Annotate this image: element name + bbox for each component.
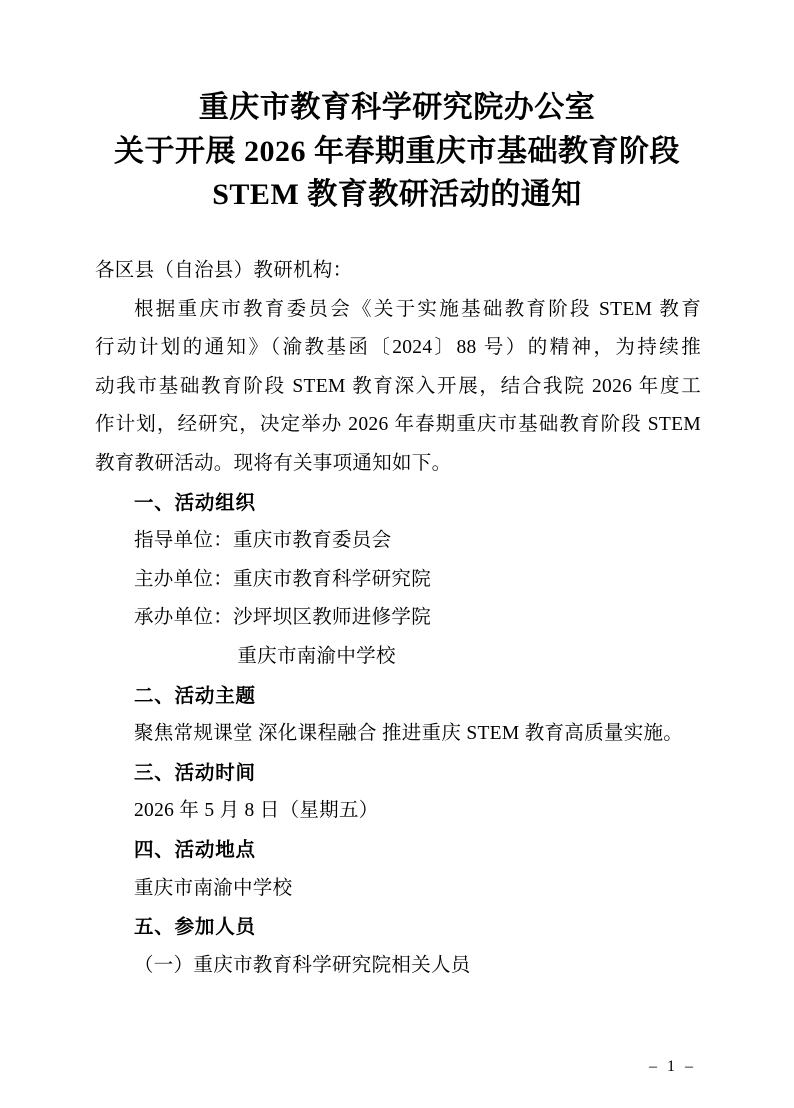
title-line: 关于开展 2026 年春期重庆市基础教育阶段 xyxy=(114,134,680,168)
page-number: – 1 – xyxy=(649,1058,696,1075)
body-line: 承办单位：沙坪坝区教师进修学院 xyxy=(134,607,432,629)
body-line: 重庆市南渝中学校 xyxy=(237,645,396,667)
document-title xyxy=(0,86,794,217)
body-line: 2026 年 5 月 8 日（星期五） xyxy=(134,800,379,822)
section-heading-5: 五、参加人员 xyxy=(134,916,256,939)
body-line: 聚焦常规课堂 深化课程融合 推进重庆 STEM 教育高质量实施。 xyxy=(134,723,684,745)
body-line: 重庆市南渝中学校 xyxy=(134,877,293,899)
body-line: 根据重庆市教育委员会《关于实施基础教育阶段 STEM 教育 xyxy=(134,298,701,320)
section-heading-1: 一、活动组织 xyxy=(134,491,256,514)
body-line: 动我市基础教育阶段 STEM 教育深入开展，结合我院 2026 年度工 xyxy=(95,375,701,397)
document-body xyxy=(95,252,701,985)
section-heading-4: 四、活动地点 xyxy=(134,838,256,861)
salutation-line: 各区县（自治县）教研机构： xyxy=(95,260,353,281)
title-line: STEM 教育教研活动的通知 xyxy=(212,178,582,211)
body-line: 教育教研活动。现将有关事项通知如下。 xyxy=(95,452,452,474)
body-line: 主办单位：重庆市教育科学研究院 xyxy=(134,568,432,590)
body-line: 指导单位：重庆市教育委员会 xyxy=(134,530,392,552)
body-line: 行动计划的通知》（渝教基函〔2024〕88 号）的精神，为持续推 xyxy=(95,337,701,359)
title-line: 重庆市教育科学研究院办公室 xyxy=(198,91,596,124)
section-heading-2: 二、活动主题 xyxy=(134,684,256,707)
body-line: 作计划，经研究，决定举办 2026 年春期重庆市基础教育阶段 STEM xyxy=(95,414,701,436)
body-line: （一）重庆市教育科学研究院相关人员 xyxy=(134,954,471,976)
section-heading-3: 三、活动时间 xyxy=(134,761,256,784)
